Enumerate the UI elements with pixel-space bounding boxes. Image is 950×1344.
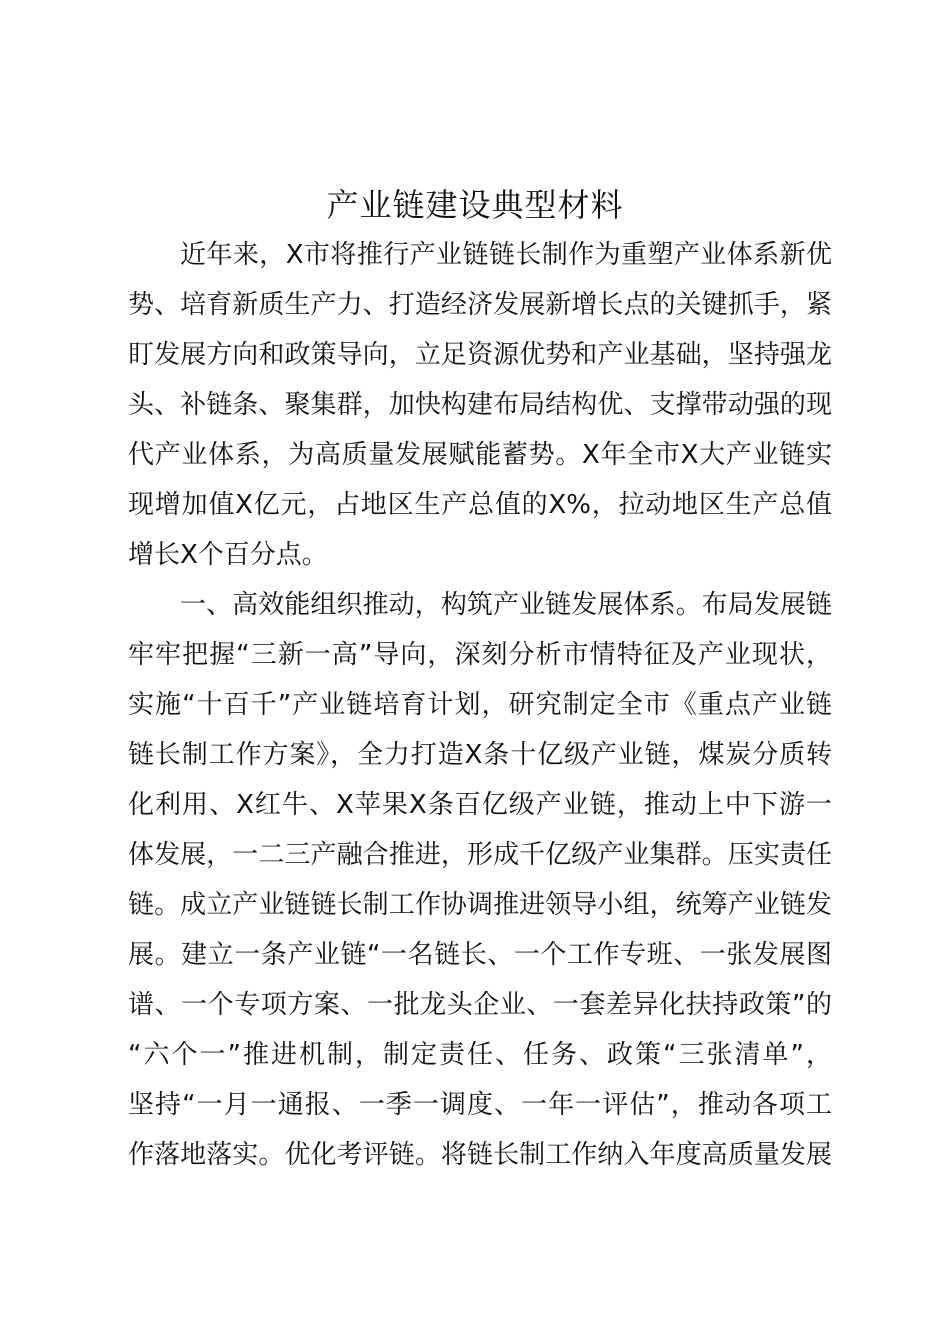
document-title: 产业链建设典型材料 xyxy=(326,186,624,224)
paragraph-2-line: 展。建立一条产业链“一名链长、一个工作专班、一张发展图 xyxy=(128,940,832,970)
paragraph-2-line: 实施“十百千”产业链培育计划，研究制定全市《重点产业链 xyxy=(128,690,832,720)
paragraph-1-line: 头、补链条、聚集群，加快构建布局结构优、支撑带动强的现 xyxy=(128,390,832,420)
paragraph-2-line: 体发展，一二三产融合推进，形成千亿级产业集群。压实责任 xyxy=(128,840,832,870)
paragraph-2-line: 坚持“一月一通报、一季一调度、一年一评估”，推动各项工 xyxy=(128,1090,832,1120)
paragraph-2-line: 作落地落实。优化考评链。将链长制工作纳入年度高质量发展 xyxy=(128,1140,832,1170)
paragraph-2-line: 链长制工作方案》，全力打造X条十亿级产业链，煤炭分质转 xyxy=(128,740,832,770)
paragraph-2-line: 牢牢把握“三新一高”导向，深刻分析市情特征及产业现状， xyxy=(128,640,832,670)
paragraph-2-line: 谱、一个专项方案、一批龙头企业、一套差异化扶持政策”的 xyxy=(128,990,832,1020)
paragraph-1-line: 势、培育新质生产力、打造经济发展新增长点的关键抓手，紧 xyxy=(128,290,832,320)
paragraph-1-line: 代产业体系，为高质量发展赋能蓄势。X年全市X大产业链实 xyxy=(128,440,832,470)
paragraph-1-line: 盯发展方向和政策导向，立足资源优势和产业基础，坚持强龙 xyxy=(128,340,832,370)
paragraph-1-line: 现增加值X亿元，占地区生产总值的X%，拉动地区生产总值 xyxy=(128,490,832,520)
paragraph-2-line: “六个一”推进机制，制定责任、任务、政策“三张清单”， xyxy=(128,1040,832,1070)
paragraph-1-line: 近年来，X市将推行产业链链长制作为重塑产业体系新优 xyxy=(180,240,832,270)
paragraph-2-line: 化利用、X红牛、X苹果X条百亿级产业链，推动上中下游一 xyxy=(128,790,832,820)
paragraph-2-line: 链。成立产业链链长制工作协调推进领导小组，统筹产业链发 xyxy=(128,890,832,920)
paragraph-1-line: 增长X个百分点。 xyxy=(128,540,328,570)
paragraph-2-line: 一、高效能组织推动，构筑产业链发展体系。布局发展链 xyxy=(180,590,832,620)
